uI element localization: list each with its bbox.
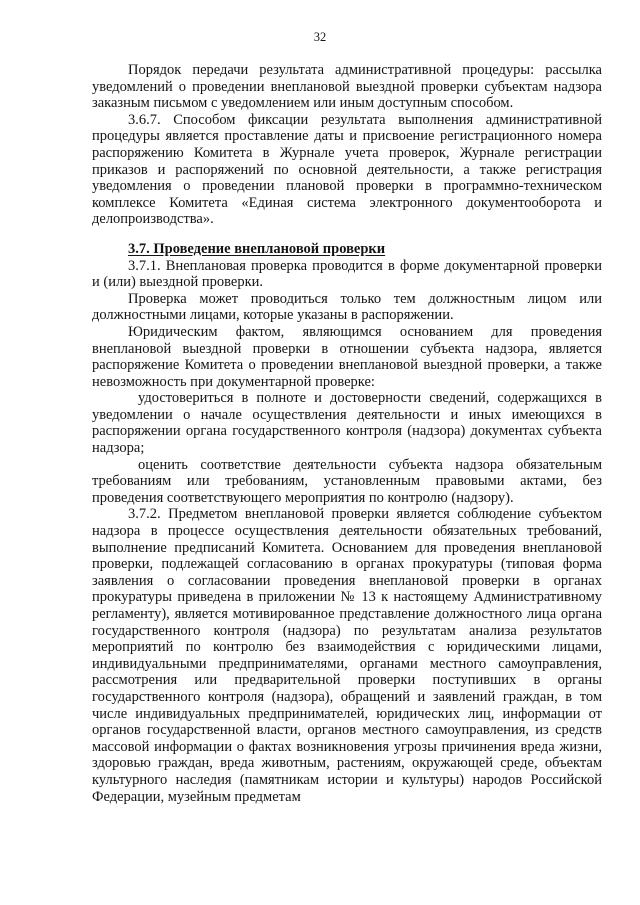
page-number: 32	[313, 30, 327, 44]
paragraph-inspectors: Проверка может проводиться только тем должностным лицом или должностными лицами, которые указаны в распоряжении.	[92, 290, 602, 324]
paragraph-3-7-2: 3.7.2. Предметом внеплановой проверки является соблюдение субъектом надзора в процессе осуществления деятельности обязательных требований, выполнение предписаний Комитета. Основанием для проведения внеплановой проверки, подлежащей согласованию в органах прокуратуры (типовая форма заявления о согласовании проведения внеплановой проверки в органах прокуратуры приведена в приложении № 13 к настоящему Административному регламенту), является мотивированное представление должностного лица органа государственного контроля (надзора) по результатам анализа результатов мероприятий по контролю без взаимодействия с юридическими лицами, индивидуальными предпринимателями, органами местного самоуправления, рассмотрения или предварительной проверки поступивших в органы государственного контроля (надзора), обращений и заявлений граждан, в том числе индивидуальных предпринимателей, юридических лиц, информации от органов государственной власти, органов местного самоуправления, из средств массовой информации о фактах возникновения угрозы причинения вреда жизни, здоровью граждан, вреда животным, растениям, окружающей среде, объектам культурного наследия (памятникам истории и культуры) народов Российской Федерации, музейным предметам	[92, 506, 602, 805]
section-heading-3-7: 3.7. Проведение внеплановой проверки	[128, 240, 386, 257]
document-body	[92, 62, 602, 805]
paragraph-3-6-7: 3.6.7. Способом фиксации результата выполнения административной процедуры является проставление даты и присвоение регистрационного номера распоряжению Комитета в Журнале учета проверок, Журнале регистрации приказов и распоряжений по основной деятельности, а также регистрация уведомления о проведении плановой проверки в программно-техническом комплексе Комитета «Единая система электронного документооборота и делопроизводства».	[92, 111, 602, 228]
paragraph-legal-fact: Юридическим фактом, являющимся основанием для проведения внеплановой выездной проверки в отношении субъекта надзора, является распоряжение Комитета о проведении внеплановой выездной проверки, а также невозможность при документарной проверке:	[92, 323, 602, 390]
paragraph-assess-compliance: оценить соответствие деятельности субъекта надзора обязательным требованиям или требованиям, установленным правовыми актами, без проведения соответствующего мероприятия по контролю (надзору).	[92, 456, 602, 506]
paragraph-3-7-1: 3.7.1. Внеплановая проверка проводится в форме документарной проверки и (или) выездной проверки.	[92, 257, 602, 291]
paragraph-verify-completeness: удостовериться в полноте и достоверности сведений, содержащихся в уведомлении о начале осуществления деятельности и иных имеющихся в распоряжении органа государственного контроля (надзора) документах субъекта надзора;	[92, 390, 602, 457]
paragraph-result-transfer: Порядок передачи результата административной процедуры: рассылка уведомлений о проведении внеплановой выездной проверки субъектам надзора заказным письмом с уведомлением или иным доступным способом.	[92, 62, 602, 112]
